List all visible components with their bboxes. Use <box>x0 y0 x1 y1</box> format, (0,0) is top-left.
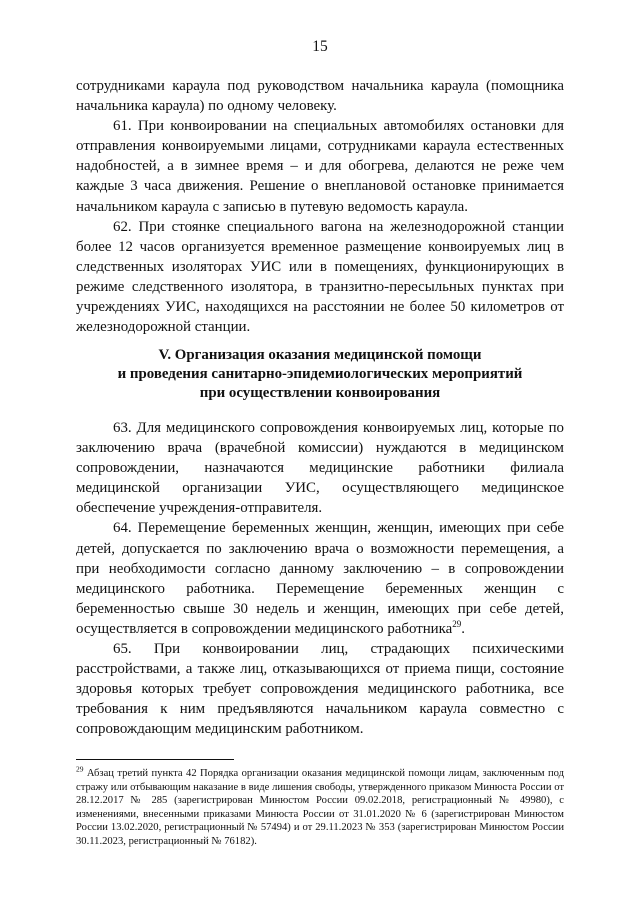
footnote-mark: 29 <box>76 764 84 774</box>
paragraph-61: 61. При конвоировании на специальных автомобилях остановки для отправления конвоируемыми лицами, сотрудниками караула естественных надобностей, а в зимнее время – и для обогрева, делаются не реже чем каждые 3 часа движения. Решение о внеплановой остановке принимается начальником караула с записью в путевую ведомость караула. <box>76 118 564 215</box>
heading-line-2: и проведения санитарно-эпидемиологических мероприятий <box>117 366 523 382</box>
paragraph-62: 62. При стоянке специального вагона на железнодорожной станции более 12 часов организуется временное размещение конвоируемых лиц в следственных изоляторах УИС или в помещениях, функционирующих в режиме следственного изолятора, в транзитно-пересыльных пунктах при учреждениях УИС, находящихся на расстоянии не более 50 километров от железнодорожной станции. <box>76 218 564 336</box>
footnote-separator <box>76 759 234 760</box>
paragraph-continuation: сотрудниками караула под руководством начальника караула (помощника начальника караула) по одному человеку. <box>76 78 564 115</box>
paragraph-64-end: . <box>461 620 466 637</box>
paragraph-64 <box>76 518 564 639</box>
heading-line-3: при осуществлении конвоирования <box>199 385 441 401</box>
paragraph-65: 65. При конвоировании лиц, страдающих психическими расстройствами, а также лиц, отказывающихся от приема пищи, состояние здоровья которых требует сопровождения медицинского работника, все требования к ним предъявляются начальником караула совместно с сопровождающим медицинским работником. <box>76 641 564 738</box>
footnote-text: Абзац третий пункта 42 Порядка организации оказания медицинской помощи лицам, заключенным под стражу или отбывающим наказание в виде лишения свободы, утвержденного приказом Минюста России от 28.12.2017 № 285 (зарегистрирован Минюстом России 09.02.2018, регистрационный № 49980), с изменениями, внесенными приказами Минюста России от 31.01.2020 № 6 (зарегистрирован Минюстом России 13.02.2020, регистрационный № 57494) и от 29.11.2023 № 353 (зарегистрирован Минюстом России 30.11.2023, регистрационный № 76182). <box>76 768 564 847</box>
section-body-1 <box>76 76 564 337</box>
footnote <box>76 764 564 848</box>
page-number: 15 <box>312 38 328 55</box>
heading-line-1: V. Организация оказания медицинской помощи <box>158 347 482 363</box>
paragraph-63: 63. Для медицинского сопровождения конвоируемых лиц, которые по заключению врача (врачебной комиссии) нуждаются в медицинском сопровождении, назначаются медицинские работники филиала медицинской организации УИС, осуществляющего медицинское обеспечение учреждения-отправителя. <box>76 420 564 517</box>
footnote-reference[interactable]: 29 <box>452 618 462 629</box>
paragraph-64-text: 64. Перемещение беременных женщин, женщин, имеющих при себе детей, допускается по заключению врача о возможности перемещения, а при необходимости согласно данному заключению – в сопровождении медицинского работника. Перемещение беременных женщин с беременностью свыше 30 недель и женщин, имеющих при себе детей, осуществляется в сопровождении медицинского работника <box>76 520 564 637</box>
section-heading <box>76 346 564 403</box>
section-body-2 <box>76 418 564 740</box>
